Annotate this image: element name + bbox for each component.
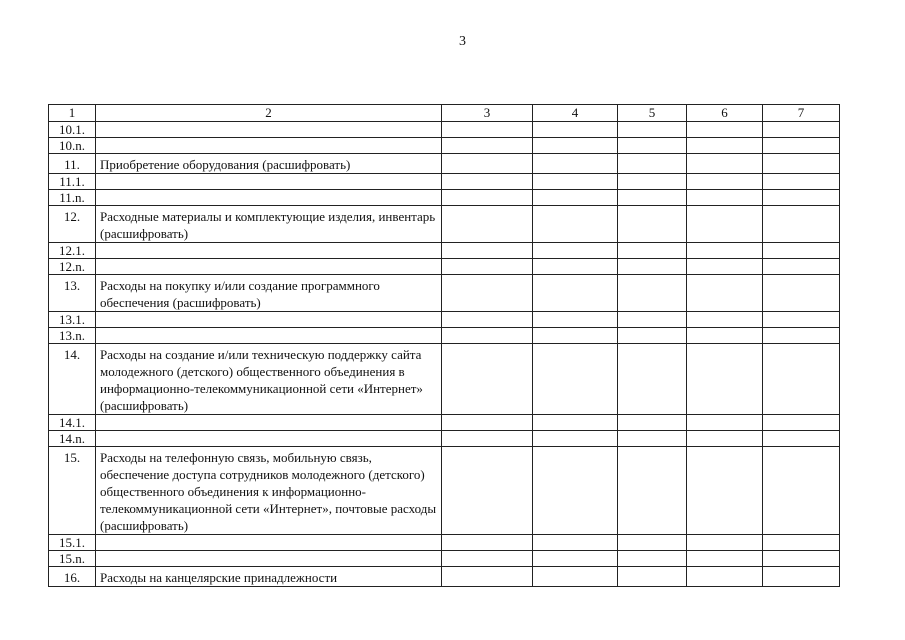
row-number: 15.: [49, 447, 96, 535]
value-cell-col-6: [687, 275, 763, 312]
value-cell-col-4: [533, 535, 618, 551]
value-cell-col-6: [687, 243, 763, 259]
table-row: [49, 206, 840, 243]
row-number: 14.1.: [49, 415, 96, 431]
col-header-7: 7: [763, 105, 840, 122]
value-cell-col-3: [442, 122, 533, 138]
value-cell-col-4: [533, 243, 618, 259]
value-cell-col-6: [687, 447, 763, 535]
value-cell-col-6: [687, 206, 763, 243]
value-cell-col-3: [442, 174, 533, 190]
row-description: [96, 138, 442, 154]
budget-table: [48, 104, 840, 587]
value-cell-col-6: [687, 535, 763, 551]
value-cell-col-7: [763, 206, 840, 243]
table-row: [49, 551, 840, 567]
value-cell-col-4: [533, 415, 618, 431]
row-number: 16.: [49, 567, 96, 587]
row-description: [96, 174, 442, 190]
value-cell-col-3: [442, 154, 533, 174]
row-number: 10.1.: [49, 122, 96, 138]
row-number: 14.n.: [49, 431, 96, 447]
value-cell-col-4: [533, 328, 618, 344]
value-cell-col-5: [618, 174, 687, 190]
value-cell-col-6: [687, 138, 763, 154]
table-row: [49, 259, 840, 275]
table-row: [49, 122, 840, 138]
value-cell-col-7: [763, 415, 840, 431]
table-row: [49, 415, 840, 431]
value-cell-col-5: [618, 190, 687, 206]
value-cell-col-5: [618, 243, 687, 259]
value-cell-col-4: [533, 275, 618, 312]
row-description: Расходы на покупку и/или создание программного обеспечения (расшифровать): [96, 275, 442, 312]
value-cell-col-7: [763, 312, 840, 328]
value-cell-col-4: [533, 567, 618, 587]
row-description: [96, 312, 442, 328]
value-cell-col-4: [533, 174, 618, 190]
value-cell-col-6: [687, 431, 763, 447]
row-number: 14.: [49, 344, 96, 415]
value-cell-col-4: [533, 447, 618, 535]
table-row: [49, 328, 840, 344]
value-cell-col-5: [618, 431, 687, 447]
value-cell-col-7: [763, 174, 840, 190]
row-number: 15.1.: [49, 535, 96, 551]
value-cell-col-3: [442, 431, 533, 447]
value-cell-col-7: [763, 259, 840, 275]
row-description: [96, 535, 442, 551]
row-description: Расходы на создание и/или техническую поддержку сайта молодежного (детского) общественного объединения в информационно-телекоммуникационной сети «Интернет» (расшифровать): [96, 344, 442, 415]
value-cell-col-6: [687, 551, 763, 567]
col-header-3: 3: [442, 105, 533, 122]
row-number: 10.n.: [49, 138, 96, 154]
table-row: [49, 275, 840, 312]
value-cell-col-7: [763, 567, 840, 587]
value-cell-col-5: [618, 344, 687, 415]
row-description: [96, 259, 442, 275]
value-cell-col-7: [763, 344, 840, 415]
value-cell-col-4: [533, 344, 618, 415]
row-description: [96, 328, 442, 344]
value-cell-col-4: [533, 312, 618, 328]
value-cell-col-4: [533, 190, 618, 206]
value-cell-col-3: [442, 312, 533, 328]
row-number: 12.n.: [49, 259, 96, 275]
value-cell-col-4: [533, 206, 618, 243]
value-cell-col-4: [533, 259, 618, 275]
value-cell-col-7: [763, 328, 840, 344]
row-description: Приобретение оборудования (расшифровать): [96, 154, 442, 174]
row-description: Расходы на телефонную связь, мобильную связь, обеспечение доступа сотрудников молодежного (детского) общественного объединения к информационно-телекоммуникационной сети «Интернет», почтовые расходы (расшифровать): [96, 447, 442, 535]
value-cell-col-3: [442, 328, 533, 344]
value-cell-col-7: [763, 447, 840, 535]
table-row: [49, 312, 840, 328]
col-header-2: 2: [96, 105, 442, 122]
value-cell-col-5: [618, 275, 687, 312]
table-row: [49, 447, 840, 535]
value-cell-col-7: [763, 138, 840, 154]
value-cell-col-5: [618, 138, 687, 154]
value-cell-col-3: [442, 567, 533, 587]
table-row: [49, 190, 840, 206]
row-description: [96, 551, 442, 567]
value-cell-col-7: [763, 190, 840, 206]
value-cell-col-6: [687, 174, 763, 190]
value-cell-col-6: [687, 328, 763, 344]
table-body: [49, 122, 840, 587]
row-description: Расходы на канцелярские принадлежности: [96, 567, 442, 587]
row-number: 13.: [49, 275, 96, 312]
row-description: [96, 122, 442, 138]
value-cell-col-6: [687, 567, 763, 587]
value-cell-col-5: [618, 415, 687, 431]
table-row: [49, 535, 840, 551]
value-cell-col-3: [442, 138, 533, 154]
value-cell-col-5: [618, 154, 687, 174]
table-row: [49, 154, 840, 174]
value-cell-col-3: [442, 535, 533, 551]
row-number: 13.1.: [49, 312, 96, 328]
value-cell-col-5: [618, 122, 687, 138]
value-cell-col-7: [763, 243, 840, 259]
table-row: [49, 138, 840, 154]
value-cell-col-4: [533, 138, 618, 154]
value-cell-col-5: [618, 206, 687, 243]
table-row: [49, 344, 840, 415]
table-row: [49, 174, 840, 190]
value-cell-col-4: [533, 154, 618, 174]
value-cell-col-7: [763, 431, 840, 447]
row-description: Расходные материалы и комплектующие изделия, инвентарь (расшифровать): [96, 206, 442, 243]
value-cell-col-3: [442, 243, 533, 259]
value-cell-col-5: [618, 312, 687, 328]
value-cell-col-3: [442, 551, 533, 567]
value-cell-col-5: [618, 328, 687, 344]
value-cell-col-3: [442, 275, 533, 312]
col-header-6: 6: [687, 105, 763, 122]
value-cell-col-3: [442, 415, 533, 431]
value-cell-col-3: [442, 259, 533, 275]
table-row: [49, 243, 840, 259]
value-cell-col-6: [687, 344, 763, 415]
row-description: [96, 431, 442, 447]
row-description: [96, 243, 442, 259]
row-number: 12.: [49, 206, 96, 243]
row-number: 11.n.: [49, 190, 96, 206]
value-cell-col-3: [442, 447, 533, 535]
value-cell-col-7: [763, 154, 840, 174]
row-number: 13.n.: [49, 328, 96, 344]
value-cell-col-6: [687, 154, 763, 174]
row-description: [96, 415, 442, 431]
value-cell-col-7: [763, 535, 840, 551]
value-cell-col-6: [687, 312, 763, 328]
value-cell-col-5: [618, 535, 687, 551]
row-number: 11.: [49, 154, 96, 174]
value-cell-col-6: [687, 415, 763, 431]
value-cell-col-6: [687, 259, 763, 275]
value-cell-col-7: [763, 122, 840, 138]
page-number: 3: [459, 34, 466, 49]
value-cell-col-7: [763, 275, 840, 312]
value-cell-col-6: [687, 122, 763, 138]
table-row: [49, 431, 840, 447]
row-number: 12.1.: [49, 243, 96, 259]
value-cell-col-3: [442, 206, 533, 243]
value-cell-col-4: [533, 551, 618, 567]
value-cell-col-4: [533, 122, 618, 138]
value-cell-col-4: [533, 431, 618, 447]
row-number: 11.1.: [49, 174, 96, 190]
row-description: [96, 190, 442, 206]
col-header-4: 4: [533, 105, 618, 122]
value-cell-col-6: [687, 190, 763, 206]
value-cell-col-7: [763, 551, 840, 567]
value-cell-col-5: [618, 447, 687, 535]
value-cell-col-5: [618, 567, 687, 587]
table-row: [49, 567, 840, 587]
value-cell-col-3: [442, 344, 533, 415]
col-header-1: 1: [49, 105, 96, 122]
value-cell-col-3: [442, 190, 533, 206]
col-header-5: 5: [618, 105, 687, 122]
header-row: [49, 105, 840, 122]
row-number: 15.n.: [49, 551, 96, 567]
value-cell-col-5: [618, 551, 687, 567]
value-cell-col-5: [618, 259, 687, 275]
